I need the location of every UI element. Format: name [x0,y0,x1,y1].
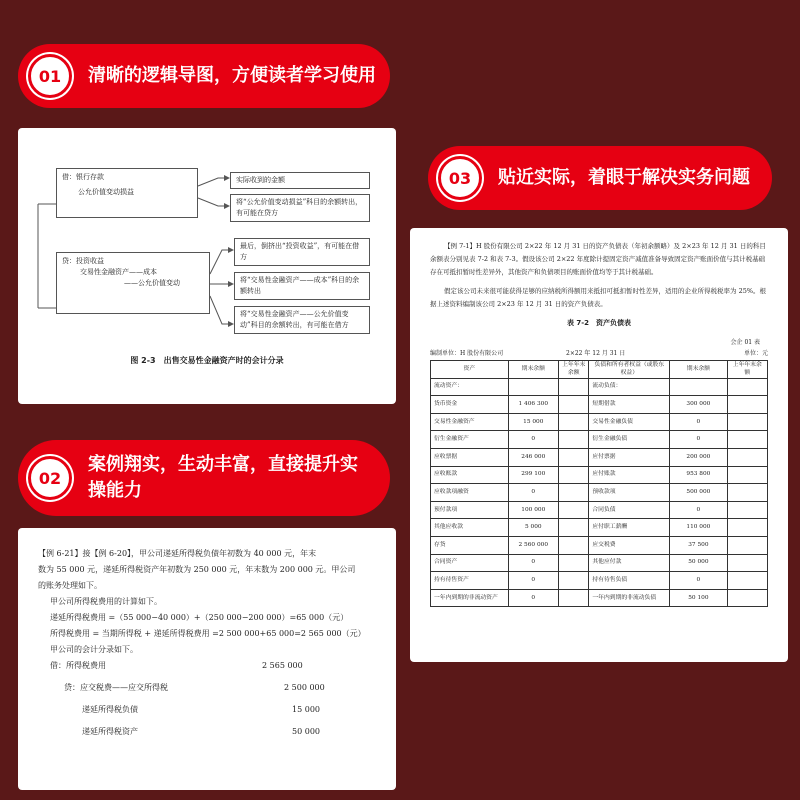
table-cell: 应收账款 [431,466,509,484]
entry-amount: 50 000 [292,727,320,736]
table-cell [559,484,589,502]
debit-line-2: 公允价值变动损益 [78,188,134,196]
table-header-row [431,361,768,379]
entry-label: 递延所得税资产 [82,727,138,736]
table-cell: 0 [508,572,559,590]
example-text-line: 甲公司的会计分录如下。 [50,645,138,654]
table-cell: 5 000 [508,519,559,537]
table-cell: 应交税费 [589,536,670,554]
table-cell: 一年内到期的非流动资产 [431,589,509,607]
example-paragraph: 假定该公司未来很可能获得足够的应纳税所得额用来抵扣可抵扣暂时性差异，适用的企业所得税税率为 25%。根据上述资料编制该公司 2×23 年 12 月 31 日的资产负债表。 [430,287,767,308]
table-meta-row-1 [430,336,768,347]
table-cell [559,554,589,572]
table-cell: 0 [508,589,559,607]
header-cell: 上年年末余额 [727,361,767,379]
table-row [431,501,768,519]
table-row [431,413,768,431]
table-row [431,431,768,449]
table-cell [727,448,767,466]
diagram-note-1: 实际收到的金额 [230,172,370,189]
table-cell: 应付账款 [589,466,670,484]
table-cell: 0 [508,554,559,572]
table-cell: 交易性金融负债 [589,413,670,431]
table-cell: 其他应付款 [589,554,670,572]
table-cell [727,484,767,502]
table-cell: 预收款项 [589,484,670,502]
table-cell [559,536,589,554]
table-cell [727,431,767,449]
balance-sheet-table [430,360,768,607]
table-row [431,536,768,554]
badge-number: 03 [438,156,482,200]
table-cell: 其他应收款 [431,519,509,537]
table-cell [727,572,767,590]
table-row [431,589,768,607]
badge-title: 清晰的逻辑导图，方便读者学习使用 [88,65,376,86]
table-cell [559,396,589,414]
table-row [431,519,768,537]
table-cell [727,554,767,572]
badge-number: 01 [28,54,72,98]
table-cell: 500 000 [670,484,727,502]
table-cell [727,501,767,519]
table-cell: 50 100 [670,589,727,607]
entry-amount: 2 500 000 [284,683,325,692]
journal-entry-row [38,658,376,680]
table-cell: 存货 [431,536,509,554]
table-cell: 货币资金 [431,396,509,414]
table-cell [559,448,589,466]
company-name: 编制单位：H 股份有限公司 [430,350,504,357]
table-cell: 交易性金融资产 [431,413,509,431]
table-cell: 短期借款 [589,396,670,414]
table-row [431,572,768,590]
header-cell: 上年年末余额 [559,361,589,379]
credit-line-2: 交易性金融资产——成本 [80,268,157,276]
table-cell: 合同负债 [589,501,670,519]
credit-entry-box [56,252,210,314]
table-cell: 299 100 [508,466,559,484]
example-panel-7-1 [410,228,788,662]
table-row [431,378,768,396]
table-cell [727,536,767,554]
table-cell [559,431,589,449]
journal-entry-row [38,680,376,702]
feature-badge-03 [428,146,772,210]
table-cell: 衍生金融资产 [431,431,509,449]
diagram-caption: 图 2-3 出售交易性金融资产时的会计分录 [130,356,284,365]
credit-line-3: ——公允价值变动 [124,279,180,287]
header-cell: 资产 [431,361,509,379]
header-cell: 期末余额 [508,361,559,379]
table-cell: 0 [670,501,727,519]
unit-label: 单位：元 [743,350,768,357]
table-cell: 持有待售资产 [431,572,509,590]
table-meta-row-2 [430,347,768,358]
example-text-line: 所得税费用 = 当期所得税 + 递延所得税费用 =2 500 000+65 000=2 565 000（元） [50,629,366,638]
example-text-line: 的账务处理如下。 [38,581,102,590]
journal-entry-row [38,724,376,746]
table-row [431,554,768,572]
table-cell [727,589,767,607]
journal-entry-row [38,702,376,724]
table-cell [727,413,767,431]
table-cell: 200 000 [670,448,727,466]
example-text-line: 【例 6-21】接【例 6-20】，甲公司递延所得税负债年初数为 40 000 元，年末 [38,549,317,558]
table-cell [559,413,589,431]
table-cell [508,378,559,396]
badge-title: 贴近实际，着眼于解决实务问题 [498,167,750,188]
table-cell [559,589,589,607]
table-row [431,484,768,502]
example-text-line: 递延所得税费用 =（55 000−40 000）+（250 000−200 000）=65 000（元） [50,613,349,622]
entry-amount: 15 000 [292,705,320,714]
table-cell: 预付款项 [431,501,509,519]
table-cell: 953 800 [670,466,727,484]
badge-number: 02 [28,456,72,500]
table-cell: 110 000 [670,519,727,537]
table-cell [727,519,767,537]
table-cell: 流动资产： [431,378,509,396]
entry-label: 递延所得税负债 [82,705,138,714]
entry-amount: 2 565 000 [262,661,303,670]
table-cell: 衍生金融负债 [589,431,670,449]
table-cell: 0 [508,484,559,502]
table-cell: 0 [670,572,727,590]
badge-title: 案例翔实，生动丰富，直接提升实操能力 [88,454,358,501]
table-cell: 300 000 [670,396,727,414]
table-cell: 15 000 [508,413,559,431]
diagram-note-2: 将“公允价值变动损益”科目的余额转出，有可能在贷方 [230,194,370,222]
feature-badge-02 [18,440,390,516]
example-paragraph: 【例 7-1】H 股份有限公司 2×22 年 12 月 31 日的资产负债表（年初余额略）及 2×23 年 12 月 31 日的科目余额表分别见表 7-2 和表 7-3。假设该公司 2×22 年度除计提固定资产减值准备导致固定资产账面价值与其计税基础存在可抵扣暂时性差异外，其他资产和负债项目的账面价值均等于其计税基础。 [430,242,766,276]
table-cell: 246 000 [508,448,559,466]
table-title: 表 7-2 资产负债表 [566,319,632,327]
table-cell [559,466,589,484]
table-cell [727,466,767,484]
diagram-note-4: 将“交易性金融资产——成本”科目的余额转出 [234,272,370,300]
table-row [431,466,768,484]
table-cell: 合同资产 [431,554,509,572]
header-cell: 期末余额 [670,361,727,379]
table-cell: 0 [508,431,559,449]
table-row [431,448,768,466]
table-cell: 一年内到期的非流动负债 [589,589,670,607]
table-cell [670,378,727,396]
example-panel-6-21 [18,528,396,790]
debit-line-1: 借：银行存款 [62,173,104,181]
diagram-note-5: 将“交易性金融资产——公允价值变动”科目的余额转出，有可能在借方 [234,306,370,334]
form-number: 会企 01 表 [730,339,760,346]
table-cell: 37 500 [670,536,727,554]
table-cell [559,519,589,537]
entry-label: 贷：应交税费——应交所得税 [64,683,168,692]
header-cell: 负债和所有者权益（或股东权益） [589,361,670,379]
report-date: 2×22 年 12 月 31 日 [566,350,626,357]
table-cell: 0 [670,431,727,449]
table-cell: 应付票据 [589,448,670,466]
table-cell: 100 000 [508,501,559,519]
table-cell [559,501,589,519]
table-cell [559,572,589,590]
table-cell: 50 000 [670,554,727,572]
table-cell: 应付职工薪酬 [589,519,670,537]
table-cell: 2 560 000 [508,536,559,554]
entry-label: 借：所得税费用 [50,661,106,670]
table-cell: 持有待售负债 [589,572,670,590]
table-cell [559,378,589,396]
table-row [431,396,768,414]
table-cell [727,378,767,396]
diagram-panel [18,128,396,404]
debit-entry-box [56,168,198,218]
table-cell: 0 [670,413,727,431]
table-cell: 1 406 300 [508,396,559,414]
table-cell: 流动负债： [589,378,670,396]
table-cell: 应收票据 [431,448,509,466]
example-text-line: 甲公司所得税费用的计算如下。 [50,597,162,606]
diagram-note-3: 最后，倒挤出“投资收益”，有可能在借方 [234,238,370,266]
table-cell [727,396,767,414]
example-text-line: 数为 55 000 元，递延所得税资产年初数为 250 000 元，年末数为 200 000 元。甲公司 [38,565,356,574]
feature-badge-01 [18,44,390,108]
credit-line-1: 贷：投资收益 [62,257,104,265]
table-cell: 应收款项融资 [431,484,509,502]
